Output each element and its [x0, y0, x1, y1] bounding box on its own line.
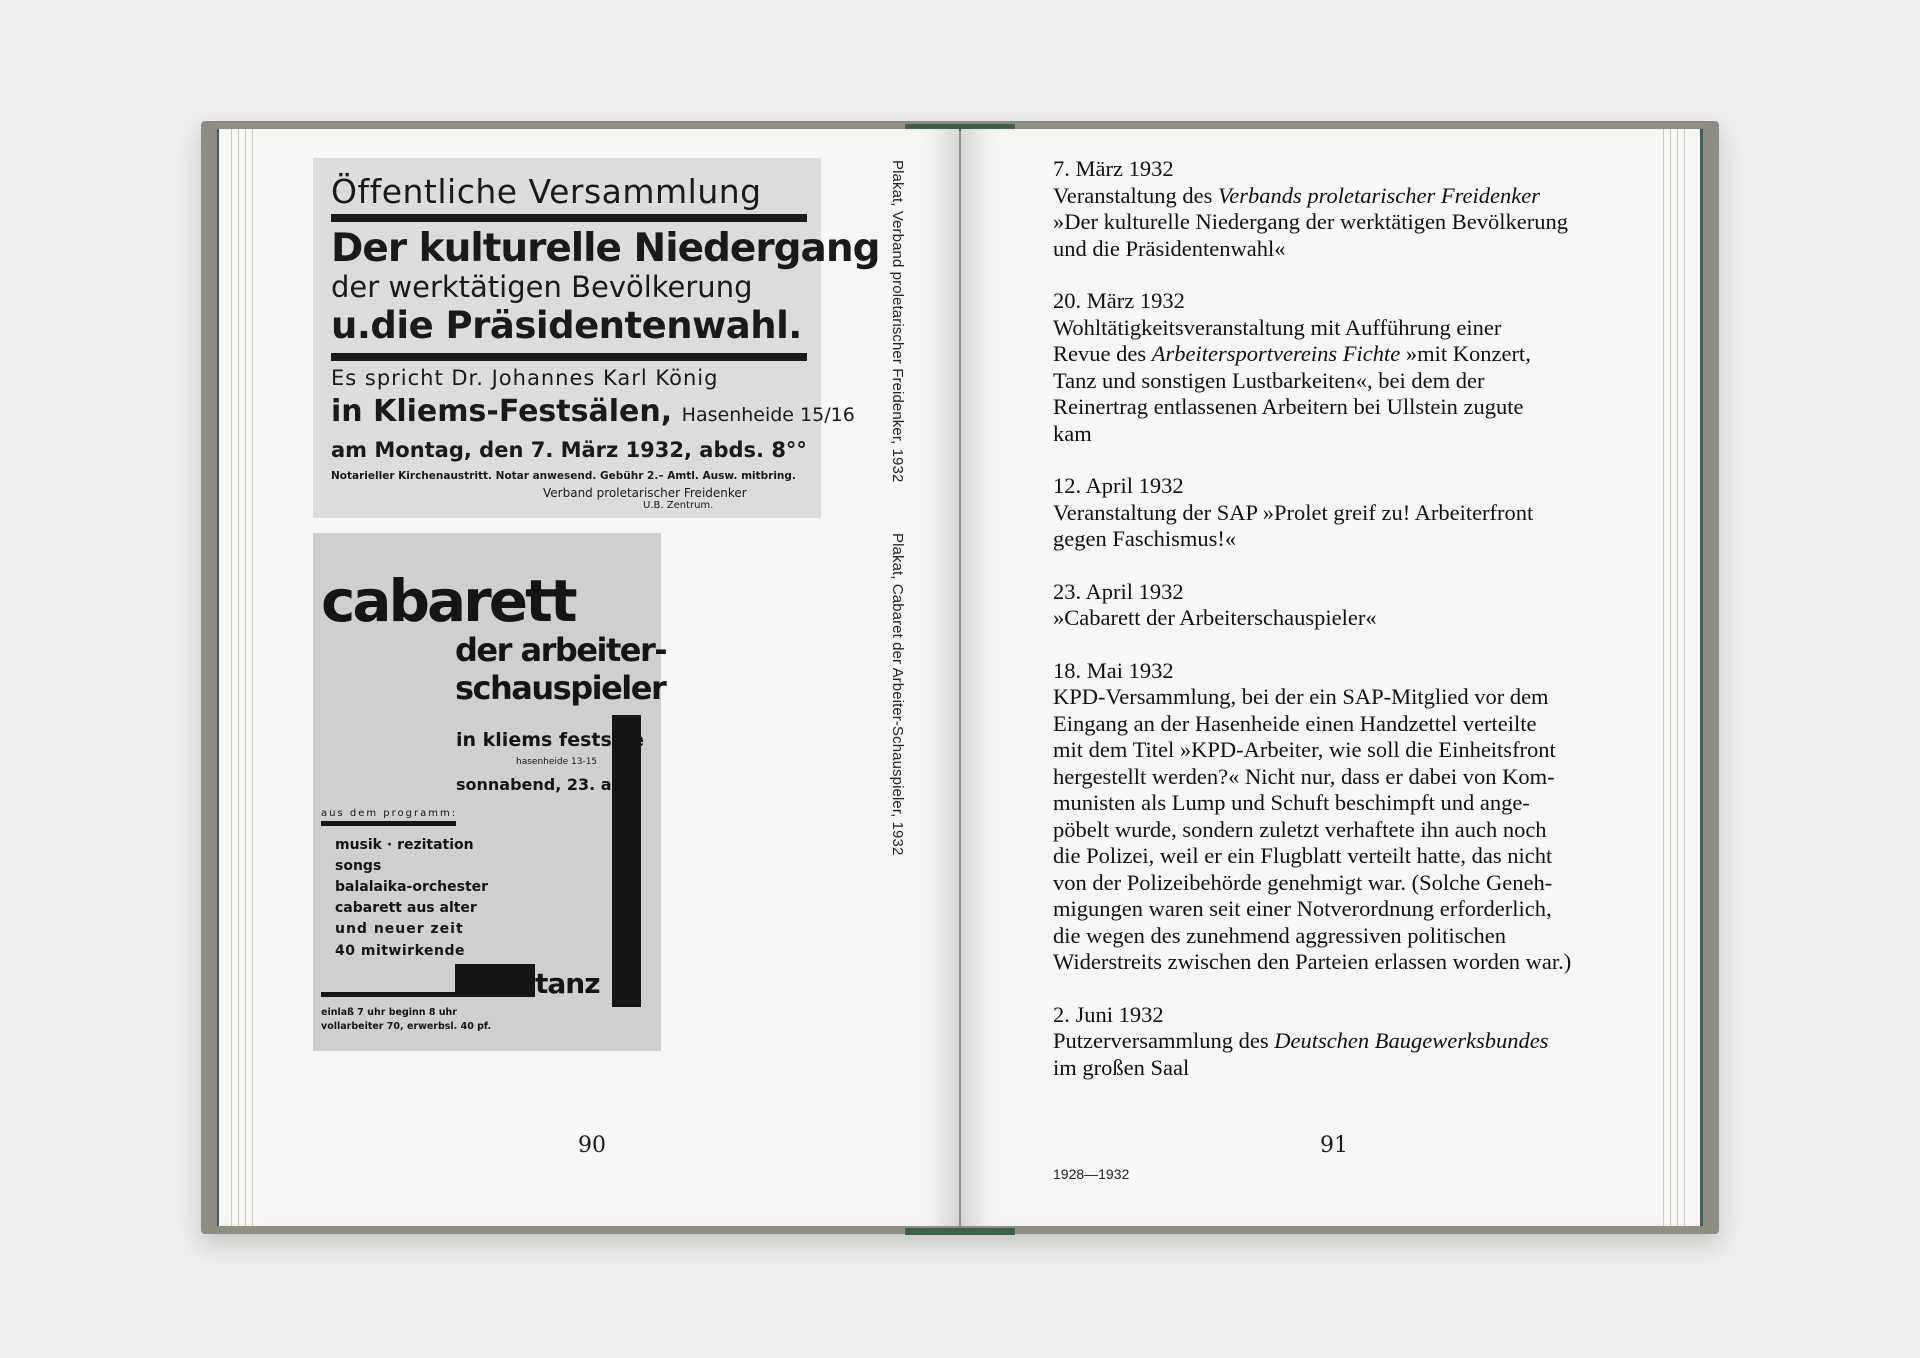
entry-line: munisten als Lump und Schuft beschimpft und ange- [1053, 790, 1530, 815]
chronology-entry [1053, 658, 1613, 976]
poster-freidenker [313, 158, 880, 518]
poster2-venue: in kliems festsäle [456, 729, 644, 751]
entry-line: pöbelt wurde, sondern zuletzt verhaftete ihn auch noch [1053, 816, 1547, 842]
poster1-heading: Öffentliche Versammlung [331, 172, 762, 211]
chronology-entry [1053, 579, 1613, 632]
entry-date: 7. März 1932 [1053, 156, 1174, 181]
entry-line: hergestellt werden?« Nicht nur, dass er dabei von Kom- [1053, 763, 1555, 789]
entry-line: Wohltätigkeitsveranstaltung mit Aufführung einer [1053, 314, 1502, 340]
poster1-speaker: Es spricht Dr. Johannes Karl König [331, 366, 719, 390]
poster2-title: cabarett [321, 567, 575, 635]
poster1-rule-top [331, 214, 807, 222]
poster2-vertical-bar [612, 715, 641, 1007]
page-number-left: 90 [578, 1133, 606, 1158]
entry-date: 2. Juni 1932 [1053, 1001, 1164, 1027]
poster1-line3: u.die Präsidentenwahl. [331, 304, 802, 347]
entry-line: »Cabarett der Arbeiterschauspieler« [1053, 605, 1377, 630]
chronology-list [1053, 156, 1613, 1107]
entry-line: die wegen des zunehmend aggressiven politischen [1053, 922, 1506, 948]
chronology-entry [1053, 1002, 1613, 1082]
caption-poster1: Plakat, Verband proletarischer Freidenker, 1932 [889, 160, 906, 483]
poster-cabarett [313, 533, 667, 1051]
poster1-notice: Notarieller Kirchenaustritt. Notar anwesend. Gebühr 2.– Amtl. Ausw. mitbring. [331, 470, 796, 482]
poster2-bottom-rule [321, 992, 456, 997]
poster2-foot2: vollarbeiter 70, erwerbsl. 40 pf. [321, 1021, 492, 1032]
entry-date: 12. April 1932 [1053, 473, 1184, 498]
entry-line: Reinertrag entlassenen Arbeitern bei Ullstein zugute [1053, 394, 1524, 419]
poster2-programm-rule [321, 821, 456, 826]
entry-line: Eingang an der Hasenheide einen Handzettel verteilte [1053, 710, 1537, 736]
poster2-item: und neuer zeit [335, 921, 464, 937]
entry-line: Widerstreits zwischen den Parteien erlassen worden war.) [1053, 949, 1572, 974]
entry-line: gegen Faschismus!« [1053, 526, 1237, 551]
entry-line: die Polizei, weil er ein Flugblatt verteilt hatte, das nicht [1053, 843, 1553, 868]
poster1-date: am Montag, den 7. März 1932, abds. 8°° [331, 438, 807, 462]
poster1-title: Der kulturelle Niedergang [331, 226, 880, 271]
poster1-venue-name: in Kliems-Festsälen, [331, 394, 673, 429]
poster2-block [455, 964, 535, 997]
entry-line: von der Polizeibehörde genehmigt war. (Solche Geneh- [1053, 869, 1553, 895]
poster2-sub2: schauspieler [455, 669, 666, 707]
entry-line: Veranstaltung der SAP »Prolet greif zu! Arbeiterfront [1053, 499, 1534, 525]
chronology-entry [1053, 473, 1613, 553]
entry-line: und die Präsidentenwahl« [1053, 235, 1286, 261]
poster1-venue-address: Hasenheide 15/16 [681, 404, 855, 426]
page-number-right: 91 [1320, 1133, 1348, 1158]
poster1-line2: der werktätigen Bevölkerung [331, 270, 753, 304]
poster2-date: sonnabend, 23. april [456, 775, 642, 794]
left-page-edges [228, 129, 258, 1226]
chronology-entry [1053, 156, 1613, 262]
caption-poster2: Plakat, Cabaret der Arbeiter-Schauspieler, 1932 [889, 533, 906, 856]
poster2-item: 40 mitwirkende [335, 943, 465, 959]
poster2-sub1: der arbeiter- [455, 631, 667, 669]
poster2-address: hasenheide 13-15 [516, 757, 598, 767]
entry-line: mit dem Titel »KPD-Arbeiter, wie soll die Einheitsfront [1053, 737, 1556, 762]
poster2-item: musik · rezitation [335, 837, 474, 853]
entry-date: 18. Mai 1932 [1053, 657, 1174, 683]
poster2-item: cabarett aus alter [335, 900, 477, 916]
poster1-rule-mid [331, 353, 807, 361]
entry-line: Veranstaltung des Verbands proletarischer Freidenker [1053, 182, 1540, 208]
entry-line: migungen waren seit einer Notverordnung erforderlich, [1053, 896, 1552, 921]
entry-line: »Der kulturelle Niedergang der werktätigen Bevölkerung [1053, 209, 1569, 234]
entry-line: Putzerversammlung des Deutschen Baugewerksbundes [1053, 1028, 1549, 1053]
entry-date: 23. April 1932 [1053, 578, 1184, 604]
poster1-organizer: Verband proletarischer Freidenker [543, 486, 747, 500]
poster2-foot1: einlaß 7 uhr beginn 8 uhr [321, 1007, 457, 1018]
entry-date: 20. März 1932 [1053, 288, 1185, 313]
entry-line: kam [1053, 420, 1092, 446]
poster1-unit: U.B. Zentrum. [643, 500, 714, 511]
right-page-edges [1660, 129, 1690, 1226]
entry-line: KPD-Versammlung, bei der ein SAP-Mitglied vor dem [1053, 684, 1549, 709]
poster2-item: songs [335, 858, 382, 874]
poster2-programm-label: aus dem programm: [321, 808, 458, 819]
poster1-venue [331, 394, 855, 429]
poster2-tanz: tanz [535, 967, 600, 1000]
entry-line: Tanz und sonstigen Lustbarkeiten«, bei dem der [1053, 367, 1485, 393]
running-head: 1928—1932 [1053, 1166, 1130, 1182]
poster2-item: balalaika-orchester [335, 879, 489, 895]
chronology-entry [1053, 288, 1613, 447]
entry-line: Revue des Arbeitersportvereins Fichte »mit Konzert, [1053, 341, 1531, 366]
entry-line: im großen Saal [1053, 1054, 1190, 1080]
spine-band-bottom [905, 1228, 1015, 1235]
